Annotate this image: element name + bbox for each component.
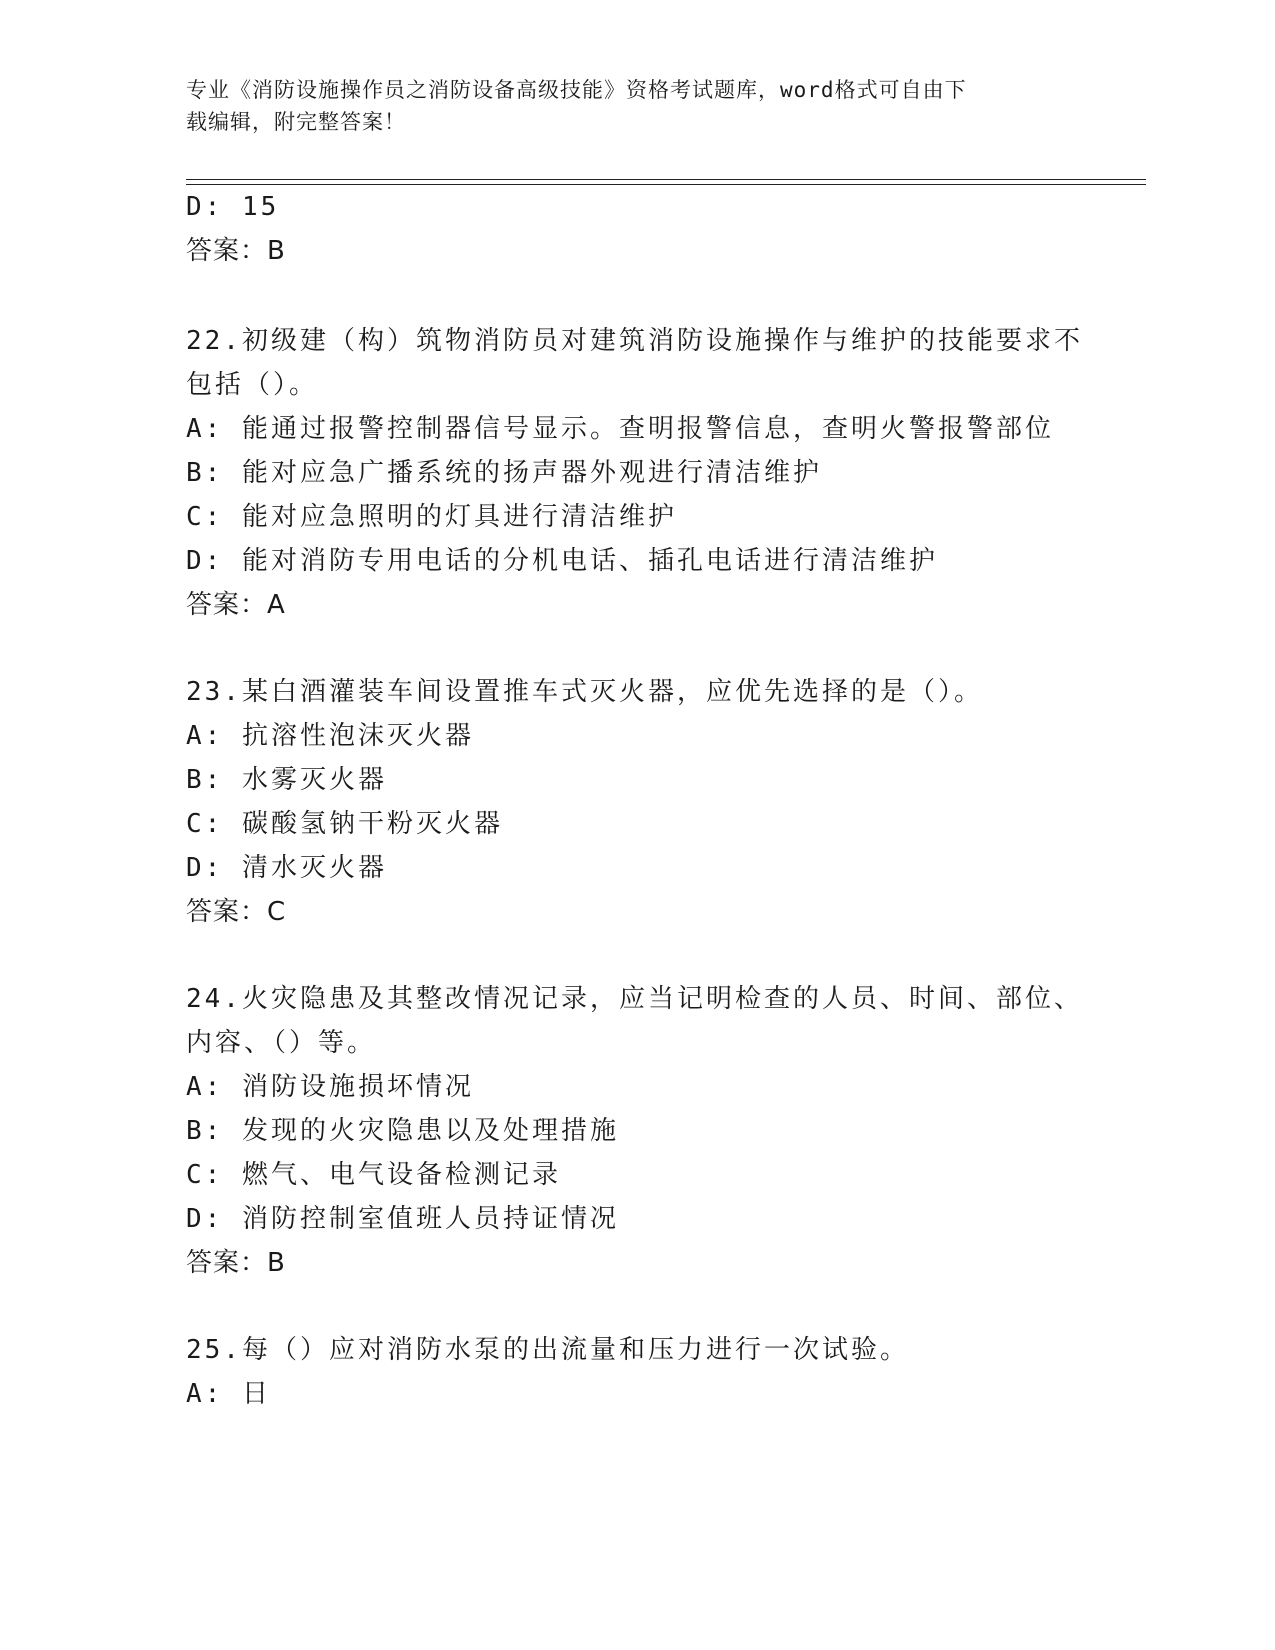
prev-option-d: D: 15 (186, 192, 280, 222)
header-line-2: 载编辑，附完整答案！ (186, 110, 406, 134)
q22-option-d: D: 能对消防专用电话的分机电话、插孔电话进行清洁维护 (186, 546, 938, 576)
q23-option-d: D: 清水灭火器 (186, 853, 387, 883)
document-header (186, 74, 1066, 138)
q24-stem-line-1: 24.火灾隐患及其整改情况记录，应当记明检查的人员、时间、部位、 (186, 984, 1083, 1014)
q23-option-b: B: 水雾灭火器 (186, 765, 387, 795)
q23-option-c: C: 碳酸氢钠干粉灭火器 (186, 809, 503, 839)
q25-option-a: A: 日 (186, 1379, 271, 1409)
q24-option-a: A: 消防设施损坏情况 (186, 1072, 474, 1102)
q22-stem-line-2: 包括（）。 (186, 370, 319, 400)
header-divider-top (186, 179, 1146, 180)
q23-answer: 答案：C (186, 897, 287, 927)
q24-option-b: B: 发现的火灾隐患以及处理措施 (186, 1116, 619, 1146)
q24-option-c: C: 燃气、电气设备检测记录 (186, 1160, 561, 1190)
q24-answer: 答案：B (186, 1248, 286, 1278)
header-divider-bottom (186, 184, 1146, 185)
prev-answer: 答案：B (186, 236, 286, 266)
q25-stem-line-1: 25.每（）应对消防水泵的出流量和压力进行一次试验。 (186, 1335, 909, 1365)
q22-option-a: A: 能通过报警控制器信号显示。查明报警信息，查明火警报警部位 (186, 414, 1054, 444)
q22-option-b: B: 能对应急广播系统的扬声器外观进行清洁维护 (186, 458, 822, 488)
q22-stem-line-1: 22.初级建（构）筑物消防员对建筑消防设施操作与维护的技能要求不 (186, 326, 1083, 356)
q23-option-a: A: 抗溶性泡沫灭火器 (186, 721, 474, 751)
q24-option-d: D: 消防控制室值班人员持证情况 (186, 1204, 619, 1234)
header-line-1: 专业《消防设施操作员之消防设备高级技能》资格考试题库，word格式可自由下 (186, 78, 967, 102)
q24-stem-line-2: 内容、（）等。 (186, 1028, 377, 1058)
q23-stem-line-1: 23.某白酒灌装车间设置推车式灭火器，应优先选择的是（）。 (186, 677, 983, 707)
q22-answer: 答案：A (186, 590, 286, 620)
q22-option-c: C: 能对应急照明的灯具进行清洁维护 (186, 502, 677, 532)
